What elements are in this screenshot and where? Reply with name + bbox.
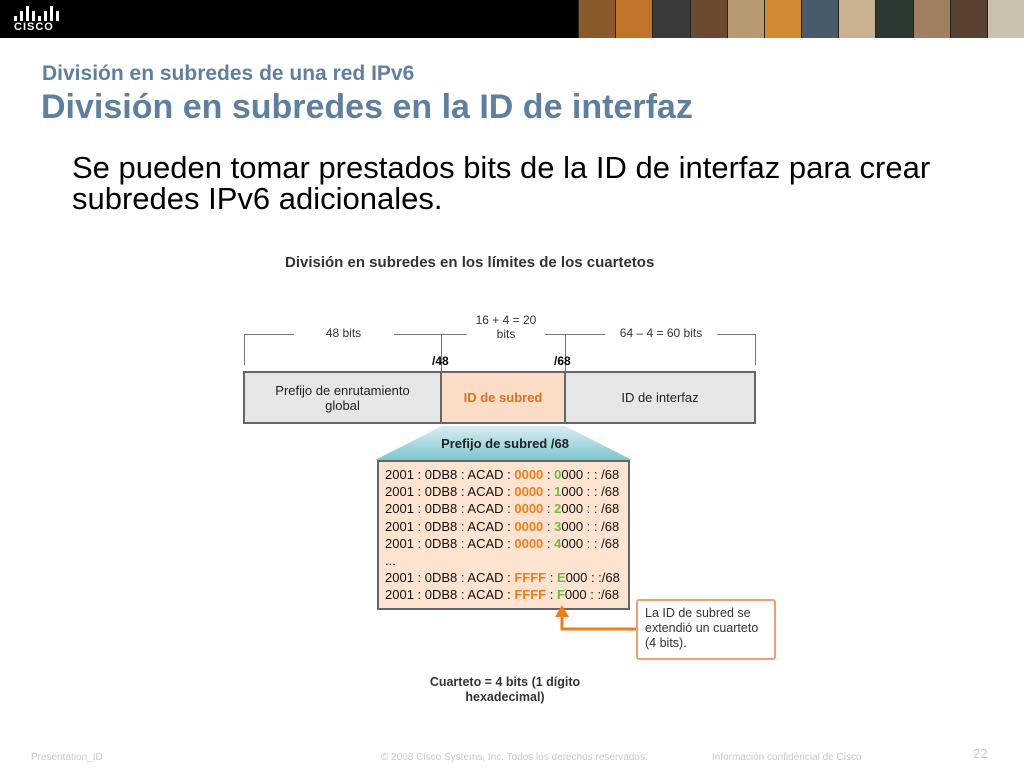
subnet-address-list xyxy=(377,460,630,610)
callout-arrow xyxy=(552,605,642,633)
address-part-pre: 2001 : 0DB8 : ACAD : xyxy=(385,484,515,500)
diagram-title: División en subredes en los límites de los cuartetos xyxy=(285,254,655,271)
address-part-o: 0000 xyxy=(514,518,544,534)
address-part-g: 4 xyxy=(554,535,562,551)
cisco-wordmark: CISCO xyxy=(14,21,54,33)
cisco-logo xyxy=(14,3,74,35)
banner-photo xyxy=(764,0,801,38)
address-part-mid: : xyxy=(543,501,555,517)
address-ellipsis: ... xyxy=(385,553,396,569)
address-row xyxy=(385,518,628,535)
address-part-g: 2 xyxy=(554,501,562,517)
address-part-mid: : xyxy=(543,518,555,534)
address-part-o: 0000 xyxy=(514,501,544,517)
segment-interface-id: ID de interfaz xyxy=(566,373,754,422)
address-part-o: 0000 xyxy=(514,484,544,500)
address-part-post: 000 : : /68 xyxy=(561,518,620,534)
address-row xyxy=(385,500,628,517)
label-48-bits: 48 bits xyxy=(325,326,362,340)
banner-photo xyxy=(875,0,912,38)
quartet-note xyxy=(420,675,590,705)
address-part-post: 000 : :/68 xyxy=(565,570,620,586)
dim-line xyxy=(565,334,605,335)
subnet-extension-callout: La ID de subred se extendió un cuarteto (4 bits). xyxy=(636,599,776,660)
banner-photo-strip xyxy=(578,0,1024,38)
banner-photo xyxy=(801,0,838,38)
address-part-mid: : xyxy=(543,484,555,500)
address-part-post: 000 : : /68 xyxy=(561,484,620,500)
marker-68: /68 xyxy=(554,354,571,368)
slide-subtitle: División en subredes de una red IPv6 xyxy=(42,62,415,85)
address-part-post: 000 : : /68 xyxy=(561,501,620,517)
dim-tick-left xyxy=(244,334,245,365)
banner-photo xyxy=(652,0,689,38)
segment-global-line1: Prefijo de enrutamiento xyxy=(275,382,410,398)
slide-body-text: Se pueden tomar prestados bits de la ID de interfaz para crear subredes IPv6 adicionales. xyxy=(72,150,931,216)
top-banner xyxy=(0,0,1024,38)
banner-photo xyxy=(578,0,615,38)
address-part-o: 0000 xyxy=(514,535,544,551)
banner-photo xyxy=(913,0,950,38)
label-60-bits: 64 – 4 = 60 bits xyxy=(619,326,703,340)
address-part-g: 1 xyxy=(554,484,562,500)
page-number: 22 xyxy=(973,746,988,761)
segment-global-routing-prefix xyxy=(245,373,442,422)
footer-presentation-id: Presentation_ID xyxy=(31,752,103,763)
address-part-g: E xyxy=(556,570,566,586)
dim-line xyxy=(394,334,441,335)
address-part-mid: : xyxy=(546,587,557,603)
dim-line xyxy=(441,334,467,335)
address-part-post: 000 : : /68 xyxy=(561,467,620,482)
address-row xyxy=(385,535,628,552)
dim-line xyxy=(717,334,755,335)
address-part-pre: 2001 : 0DB8 : ACAD : xyxy=(385,501,515,517)
banner-photo xyxy=(615,0,652,38)
address-row xyxy=(385,569,628,586)
segment-subnet-id: ID de subred xyxy=(442,373,566,422)
address-part-pre: 2001 : 0DB8 : ACAD : xyxy=(385,535,515,551)
address-part-pre: 2001 : 0DB8 : ACAD : xyxy=(385,518,515,534)
address-part-mid: : xyxy=(543,467,555,482)
address-part-o: 0000 xyxy=(514,467,544,482)
dim-line xyxy=(244,334,294,335)
address-part-o: FFFF xyxy=(514,570,547,586)
address-part-pre: 2001 : 0DB8 : ACAD : xyxy=(385,570,515,586)
dim-line xyxy=(545,334,565,335)
dim-tick-right xyxy=(755,334,756,365)
ipv6-address-bar xyxy=(243,371,756,424)
label-20-bits xyxy=(466,313,546,341)
label-20-bits-line1: 16 + 4 = 20 xyxy=(475,313,537,327)
address-part-g: F xyxy=(556,587,565,603)
segment-global-line2: global xyxy=(325,397,360,413)
banner-photo xyxy=(987,0,1024,38)
address-part-post: 000 : : /68 xyxy=(561,535,620,551)
address-part-g: 0 xyxy=(554,467,562,482)
banner-photo xyxy=(727,0,764,38)
address-part-mid: : xyxy=(546,570,557,586)
address-part-mid: : xyxy=(543,535,555,551)
banner-photo xyxy=(690,0,727,38)
address-part-pre: 2001 : 0DB8 : ACAD : xyxy=(385,467,515,482)
address-row xyxy=(385,466,628,483)
marker-48: /48 xyxy=(432,354,449,368)
footer-copyright: © 2008 Cisco Systems, Inc. Todos los derechos reservados. xyxy=(381,752,648,763)
banner-photo xyxy=(838,0,875,38)
address-row xyxy=(385,586,628,603)
subnet-prefix-label: Prefijo de subred /68 xyxy=(441,436,569,451)
address-part-g: 3 xyxy=(554,518,562,534)
address-part-o: FFFF xyxy=(514,587,547,603)
address-row xyxy=(385,483,628,500)
cisco-bars-icon xyxy=(14,5,60,21)
banner-photo xyxy=(950,0,987,38)
slide-title: División en subredes en la ID de interfaz xyxy=(41,88,693,126)
label-20-bits-line2: bits xyxy=(496,327,516,341)
quartet-note-line1: Cuarteto = 4 bits (1 dígito xyxy=(429,675,581,689)
footer-confidential: Información confidencial de Cisco xyxy=(712,752,862,763)
address-part-post: 000 : :/68 xyxy=(564,587,620,603)
quartet-note-line2: hexadecimal) xyxy=(465,690,545,704)
address-part-pre: 2001 : 0DB8 : ACAD : xyxy=(385,587,515,603)
